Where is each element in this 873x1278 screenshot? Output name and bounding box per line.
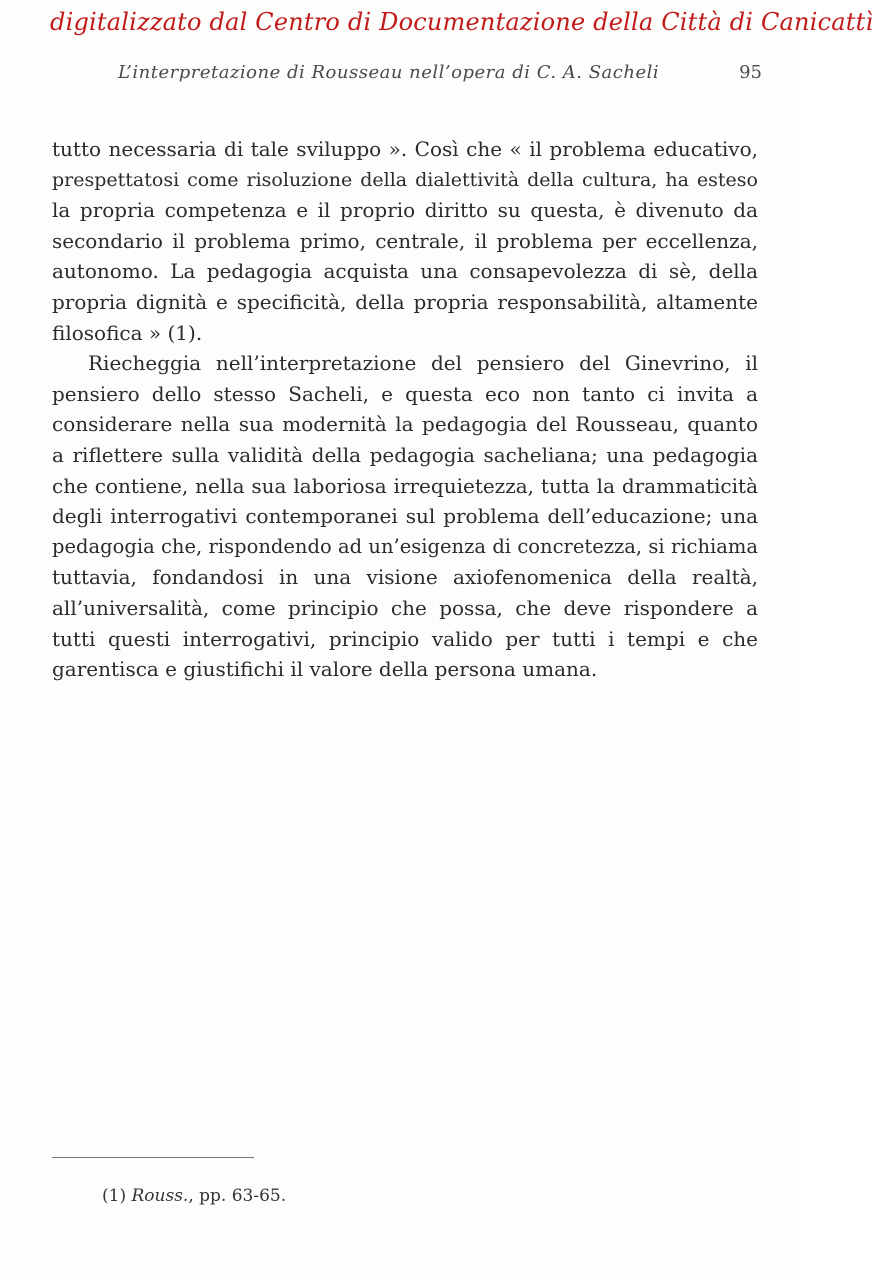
text-line: tutto necessaria di tale sviluppo ». Così che « il problema educativo, [52,137,758,161]
footnote-source: Rouss. [131,1186,189,1206]
paragraph-1 [52,134,758,348]
footnote-divider [52,1157,254,1158]
page-number: 95 [739,62,762,83]
text-line: tuttavia, fondandosi in una visione axiofenomenica della realtà, [52,565,758,590]
text-line: degli interrogativi contemporanei sul problema dell’educazione; una [52,504,758,529]
text-line: autonomo. La pedagogia acquista una consapevolezza di sè, della [52,259,758,284]
text-line: tutti questi interrogativi, principio valido per tutti i tempi e che [52,626,758,651]
running-title: L’interpretazione di Rousseau nell’opera di C. A. Sacheli [118,62,660,83]
footnote-marker: (1) [102,1186,127,1206]
running-header [118,58,768,88]
body-text [52,134,758,685]
digitization-watermark: digitalizzato dal Centro di Documentazione della Città di Canicattì [50,8,873,36]
text-line: secondario il problema primo, centrale, il problema per eccellenza, [52,228,758,253]
text-line: garentisca e giustifichi il valore della persona umana. [52,657,598,682]
text-line: la propria competenza e il proprio diritto su questa, è divenuto da [52,198,758,223]
text-line: pedagogia che, rispondendo ad un’esigenza di concretezza, si richiama [52,534,758,558]
text-line: che contiene, nella sua laboriosa irrequietezza, tutta la drammaticità [52,473,758,498]
text-line: filosofica » (1). [52,320,203,345]
text-line: all’universalità, come principio che possa, che deve rispondere a [52,595,758,620]
text-line: a riflettere sulla validità della pedagogia sacheliana; una pedagogia [52,442,758,467]
paragraph-2 [52,348,758,685]
text-line: Riecheggia nell’interpretazione del pensiero del Ginevrino, il [88,351,758,376]
footnote [102,1184,286,1208]
footnote-pages: , pp. 63-65. [188,1186,287,1206]
text-line: considerare nella sua modernità la pedagogia del Rousseau, quanto [52,412,758,437]
text-line: prespettatosi come risoluzione della dialettività della cultura, ha esteso [52,168,758,191]
text-line: pensiero dello stesso Sacheli, e questa eco non tanto ci invita a [52,381,758,406]
text-line: propria dignità e specificità, della propria responsabilità, altamente [52,289,758,314]
